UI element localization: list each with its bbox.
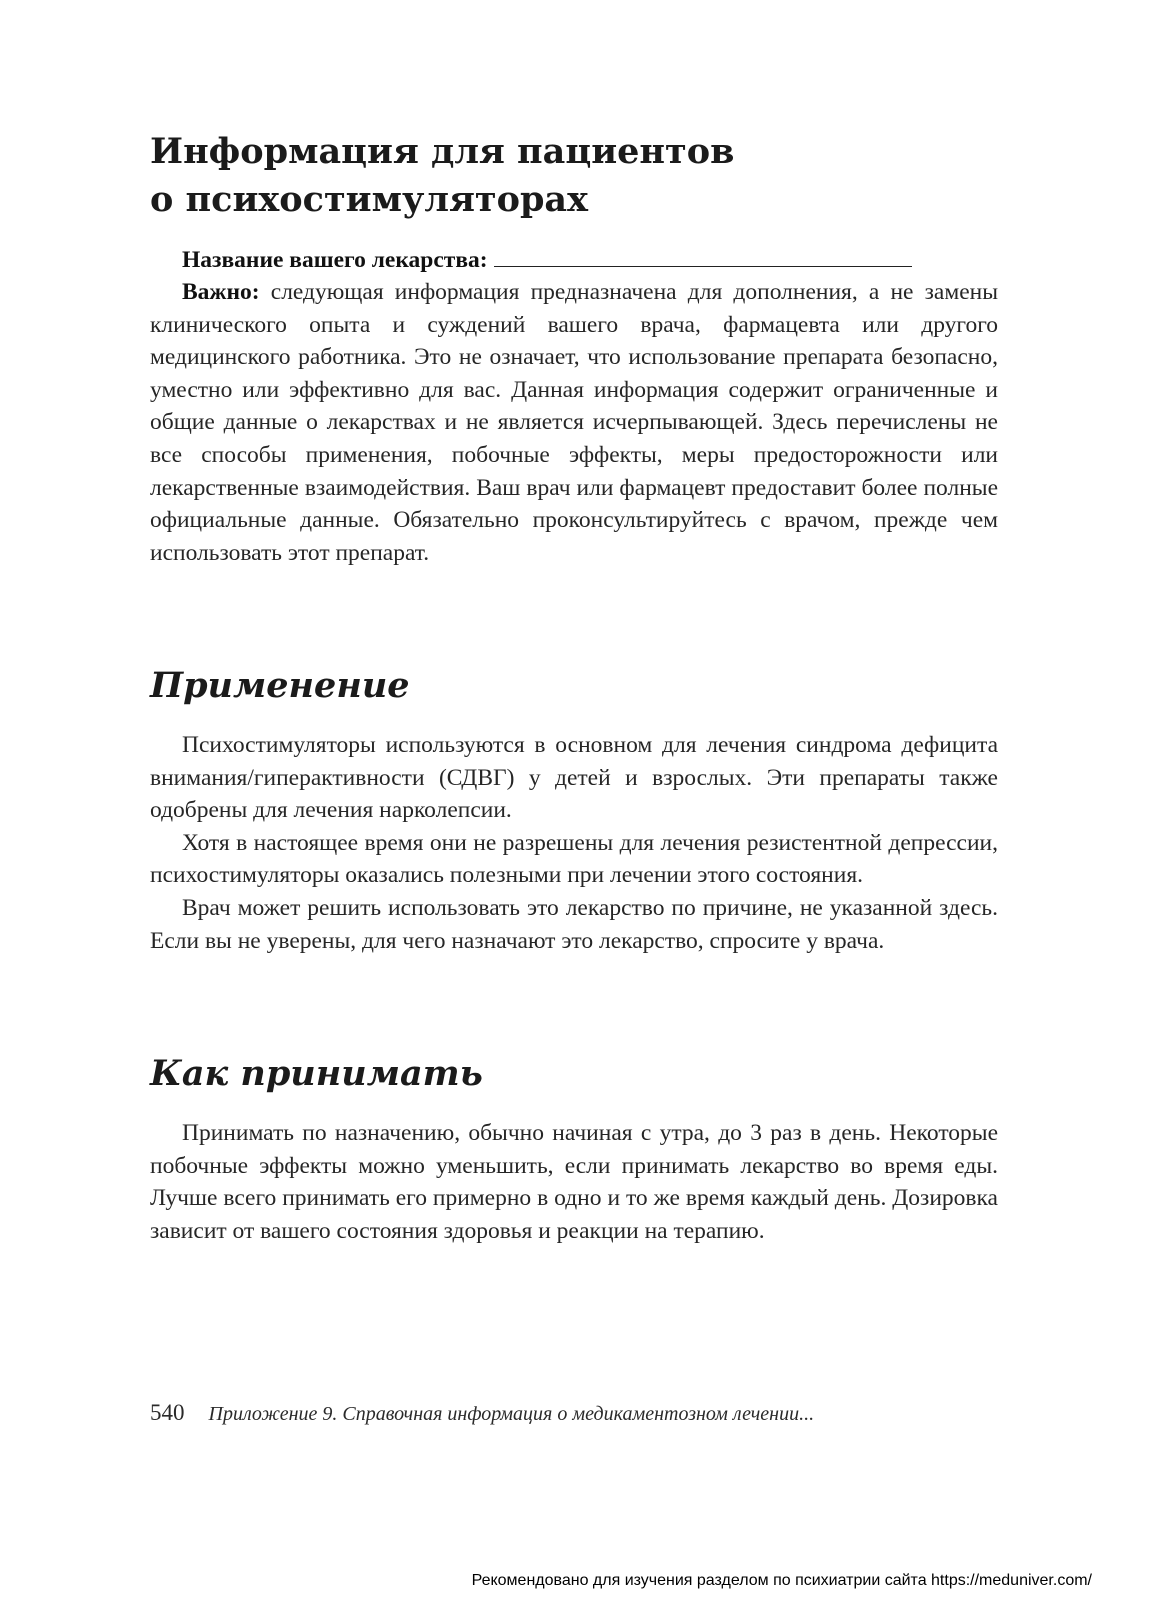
paragraph: Хотя в настоящее время они не разрешены для лечения резистентной депрессии, психостимуляторы оказались полезными при лечении этого состояния. <box>150 829 998 889</box>
important-label: Важно: <box>182 279 260 305</box>
running-title: Приложение 9. Справочная информация о медикаментозном лечении... <box>208 1403 815 1425</box>
section-usage-body <box>150 729 998 957</box>
paragraph: Врач может решить использовать это лекарство по причине, не указанной здесь. Если вы не уверены, для чего назначают это лекарство, спросите у врача. <box>150 894 998 954</box>
paragraph: Психостимуляторы используются в основном для лечения синдрома дефицита внимания/гиперактивности (СДВГ) у детей и взрослых. Эти препараты также одобрены для лечения нарколепсии. <box>150 732 998 824</box>
medication-name-field <box>150 244 998 277</box>
important-text: следующая информация предназначена для дополнения, а не замены клинического опыта и суждений вашего врача, фармацевта или другого медицинского работника. Это не означает, что использование препарата безопасно, уместно или эффективно для вас. Данная информация содержит ограниченные и общие данные о лекарствах и не является исчерпывающей. Здесь перечислены не все способы применения, побочные эффекты, меры предосторожности или лекарственные взаимодействия. Ваш врач или фармацевт предоставит более полные официальные данные. Обязательно проконсультируйтесь с врачом, прежде чем использовать этот препарат. <box>150 279 999 566</box>
paragraph: Принимать по назначению, обычно начиная с утра, до 3 раз в день. Некоторые побочные эффекты можно уменьшить, если принимать лекарство во время еды. Лучше всего принимать его примерно в одно и то же время каждый день. Дозировка зависит от вашего состояния здоровья и реакции на терапию. <box>150 1120 998 1244</box>
title-line-2: о психостимуляторах <box>150 179 588 220</box>
medication-name-blank-line <box>494 246 912 267</box>
page-footer <box>150 1400 1000 1426</box>
medication-name-label: Название вашего лекарства: <box>182 247 488 273</box>
section-heading-how-to-take: Как принимать <box>150 1053 483 1094</box>
section-how-to-take-body <box>150 1117 998 1247</box>
page-title <box>150 128 1010 224</box>
page-number: 540 <box>150 1400 185 1425</box>
title-line-1: Информация для пациентов <box>150 131 735 172</box>
watermark-text: Рекомендовано для изучения разделом по психиатрии сайта https://meduniver.com/ <box>471 1572 1092 1589</box>
section-heading-usage: Применение <box>150 665 410 706</box>
important-notice <box>150 276 998 569</box>
